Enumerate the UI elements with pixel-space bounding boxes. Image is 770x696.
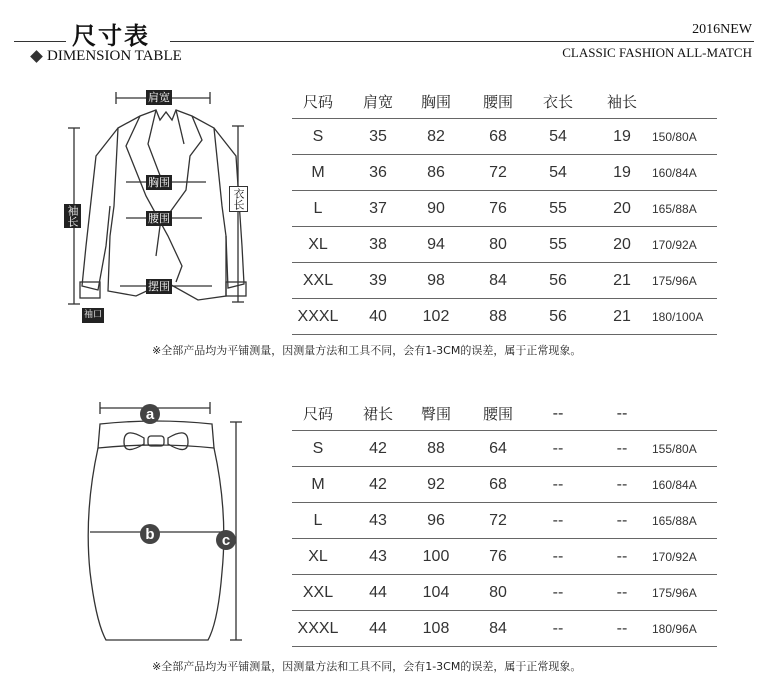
measurement-cell: -- bbox=[552, 512, 564, 529]
measurement-cell: 72 bbox=[489, 512, 507, 529]
size-code-cell: 160/84A bbox=[652, 166, 697, 180]
measurement-cell: 104 bbox=[422, 584, 450, 601]
measurement-cell: 72 bbox=[489, 164, 507, 181]
measurement-cell: 108 bbox=[422, 620, 450, 637]
row-divider bbox=[292, 334, 717, 335]
measurement-cell: 43 bbox=[369, 512, 387, 529]
column-header: 袖长 bbox=[606, 92, 637, 111]
measurement-cell: 86 bbox=[427, 164, 445, 181]
measurement-cell: -- bbox=[616, 476, 628, 493]
measurement-cell: 68 bbox=[489, 128, 507, 145]
measurement-cell: 90 bbox=[427, 200, 445, 217]
tagline: CLASSIC FASHION ALL-MATCH bbox=[562, 45, 752, 60]
size-cell: S bbox=[312, 440, 324, 457]
column-header: -- bbox=[552, 404, 564, 422]
measurement-cell: 19 bbox=[613, 128, 631, 145]
measurement-cell: 76 bbox=[489, 200, 507, 217]
size-cell: L bbox=[313, 512, 323, 529]
column-header: 尺码 bbox=[302, 404, 333, 423]
measurement-cell: -- bbox=[552, 584, 564, 601]
measurement-cell: 92 bbox=[427, 476, 445, 493]
measurement-cell: 96 bbox=[427, 512, 445, 529]
measurement-cell: 68 bbox=[489, 476, 507, 493]
measurement-cell: 19 bbox=[613, 164, 631, 181]
skirt-illustration bbox=[86, 402, 266, 652]
measurement-cell: 42 bbox=[369, 476, 387, 493]
diamond-icon bbox=[30, 50, 43, 63]
measurement-cell: 56 bbox=[549, 308, 567, 325]
measurement-cell: 21 bbox=[613, 308, 631, 325]
length-label: 衣长 bbox=[229, 186, 248, 212]
header-rule-right bbox=[170, 41, 754, 42]
hip-marker-b: b bbox=[140, 524, 160, 544]
table-row bbox=[288, 299, 718, 335]
header-rule-left bbox=[14, 41, 66, 42]
measurement-cell: 54 bbox=[549, 164, 567, 181]
table-row bbox=[288, 155, 718, 191]
measurement-cell: -- bbox=[552, 620, 564, 637]
measurement-cell: 39 bbox=[369, 272, 387, 289]
measurement-cell: 56 bbox=[549, 272, 567, 289]
measurement-cell: 84 bbox=[489, 620, 507, 637]
size-code-cell: 170/92A bbox=[652, 238, 697, 252]
measurement-cell: 36 bbox=[369, 164, 387, 181]
measurement-cell: 102 bbox=[422, 308, 450, 325]
size-cell: XXL bbox=[302, 584, 334, 601]
measurement-cell: 80 bbox=[489, 584, 507, 601]
size-cell: XXXL bbox=[297, 308, 339, 325]
column-header: 腰围 bbox=[482, 92, 513, 111]
measurement-cell: 80 bbox=[489, 236, 507, 253]
size-cell: M bbox=[311, 164, 325, 181]
measurement-cell: 88 bbox=[427, 440, 445, 457]
jacket-measurement-note: ※全部产品均为平铺测量，因测量方法和工具不同，会有1-3CM的误差，属于正常现象。 bbox=[152, 344, 582, 357]
chest-label: 胸围 bbox=[148, 176, 170, 189]
size-code-cell: 180/96A bbox=[652, 622, 697, 636]
measurement-cell: 54 bbox=[549, 128, 567, 145]
measurement-cell: 94 bbox=[427, 236, 445, 253]
measurement-cell: -- bbox=[616, 620, 628, 637]
size-code-cell: 165/88A bbox=[652, 514, 697, 528]
measurement-cell: -- bbox=[552, 476, 564, 493]
column-header: 尺码 bbox=[302, 92, 333, 111]
shoulder-label: 肩宽 bbox=[148, 91, 170, 104]
table-row bbox=[288, 539, 718, 575]
measurement-cell: -- bbox=[616, 584, 628, 601]
column-header: 腰围 bbox=[482, 404, 513, 423]
measurement-cell: 84 bbox=[489, 272, 507, 289]
subtitle-text: DIMENSION TABLE bbox=[47, 48, 182, 64]
column-header: -- bbox=[616, 404, 628, 422]
measurement-cell: 82 bbox=[427, 128, 445, 145]
measurement-cell: 100 bbox=[422, 548, 450, 565]
skirt-measurement-note: ※全部产品均为平铺测量，因测量方法和工具不同，会有1-3CM的误差，属于正常现象。 bbox=[152, 660, 582, 673]
measurement-cell: -- bbox=[616, 512, 628, 529]
size-cell: XXXL bbox=[297, 620, 339, 637]
page-title: 尺寸表 bbox=[72, 21, 150, 50]
measurement-cell: 98 bbox=[427, 272, 445, 289]
size-cell: XL bbox=[308, 548, 328, 565]
measurement-cell: 64 bbox=[489, 440, 507, 457]
measurement-cell: -- bbox=[552, 440, 564, 457]
table-row bbox=[288, 431, 718, 467]
size-cell: L bbox=[313, 200, 323, 217]
row-divider bbox=[292, 646, 717, 647]
measurement-cell: 20 bbox=[613, 236, 631, 253]
measurement-cell: -- bbox=[616, 440, 628, 457]
measurement-cell: -- bbox=[552, 548, 564, 565]
table-row bbox=[288, 263, 718, 299]
skirt-outline-graphic bbox=[86, 402, 266, 652]
measurement-cell: 55 bbox=[549, 236, 567, 253]
table-row bbox=[288, 611, 718, 647]
page-subtitle bbox=[32, 48, 182, 65]
measurement-cell: 37 bbox=[369, 200, 387, 217]
column-header: 臀围 bbox=[420, 404, 451, 423]
size-cell: S bbox=[312, 128, 324, 145]
table-row bbox=[288, 575, 718, 611]
column-header: 肩宽 bbox=[362, 92, 393, 111]
table-header-row bbox=[288, 86, 718, 116]
column-header: 裙长 bbox=[362, 404, 393, 423]
measurement-cell: 44 bbox=[369, 620, 387, 637]
size-cell: XXL bbox=[302, 272, 334, 289]
column-header: 胸围 bbox=[420, 92, 451, 111]
size-code-cell: 180/100A bbox=[652, 310, 704, 324]
hem-label: 摆围 bbox=[148, 280, 170, 293]
size-code-cell: 175/96A bbox=[652, 586, 697, 600]
size-code-cell: 160/84A bbox=[652, 478, 697, 492]
size-code-cell: 175/96A bbox=[652, 274, 697, 288]
measurement-cell: 38 bbox=[369, 236, 387, 253]
measurement-cell: 21 bbox=[613, 272, 631, 289]
jacket-illustration bbox=[56, 86, 276, 336]
size-cell: XL bbox=[308, 236, 328, 253]
measurement-cell: 88 bbox=[489, 308, 507, 325]
sleeve-length-label: 袖长 bbox=[66, 205, 79, 227]
column-header: 衣长 bbox=[542, 92, 573, 111]
measurement-cell: 42 bbox=[369, 440, 387, 457]
waist-label: 腰围 bbox=[148, 212, 170, 225]
table-row bbox=[288, 119, 718, 155]
table-row bbox=[288, 191, 718, 227]
size-cell: M bbox=[311, 476, 325, 493]
measurement-cell: 40 bbox=[369, 308, 387, 325]
size-code-cell: 170/92A bbox=[652, 550, 697, 564]
table-row bbox=[288, 227, 718, 263]
table-row bbox=[288, 467, 718, 503]
size-code-cell: 150/80A bbox=[652, 130, 697, 144]
measurement-cell: 76 bbox=[489, 548, 507, 565]
measurement-cell: 43 bbox=[369, 548, 387, 565]
year-label: 2016NEW bbox=[692, 22, 752, 37]
measurement-cell: 44 bbox=[369, 584, 387, 601]
cuff-label: 袖口 bbox=[82, 308, 104, 323]
measurement-cell: 35 bbox=[369, 128, 387, 145]
measurement-cell: 20 bbox=[613, 200, 631, 217]
table-header-row bbox=[288, 398, 718, 428]
size-code-cell: 165/88A bbox=[652, 202, 697, 216]
measurement-cell: -- bbox=[616, 548, 628, 565]
table-row bbox=[288, 503, 718, 539]
length-marker-c: c bbox=[216, 530, 236, 550]
size-code-cell: 155/80A bbox=[652, 442, 697, 456]
waist-marker-a: a bbox=[140, 404, 160, 424]
measurement-cell: 55 bbox=[549, 200, 567, 217]
